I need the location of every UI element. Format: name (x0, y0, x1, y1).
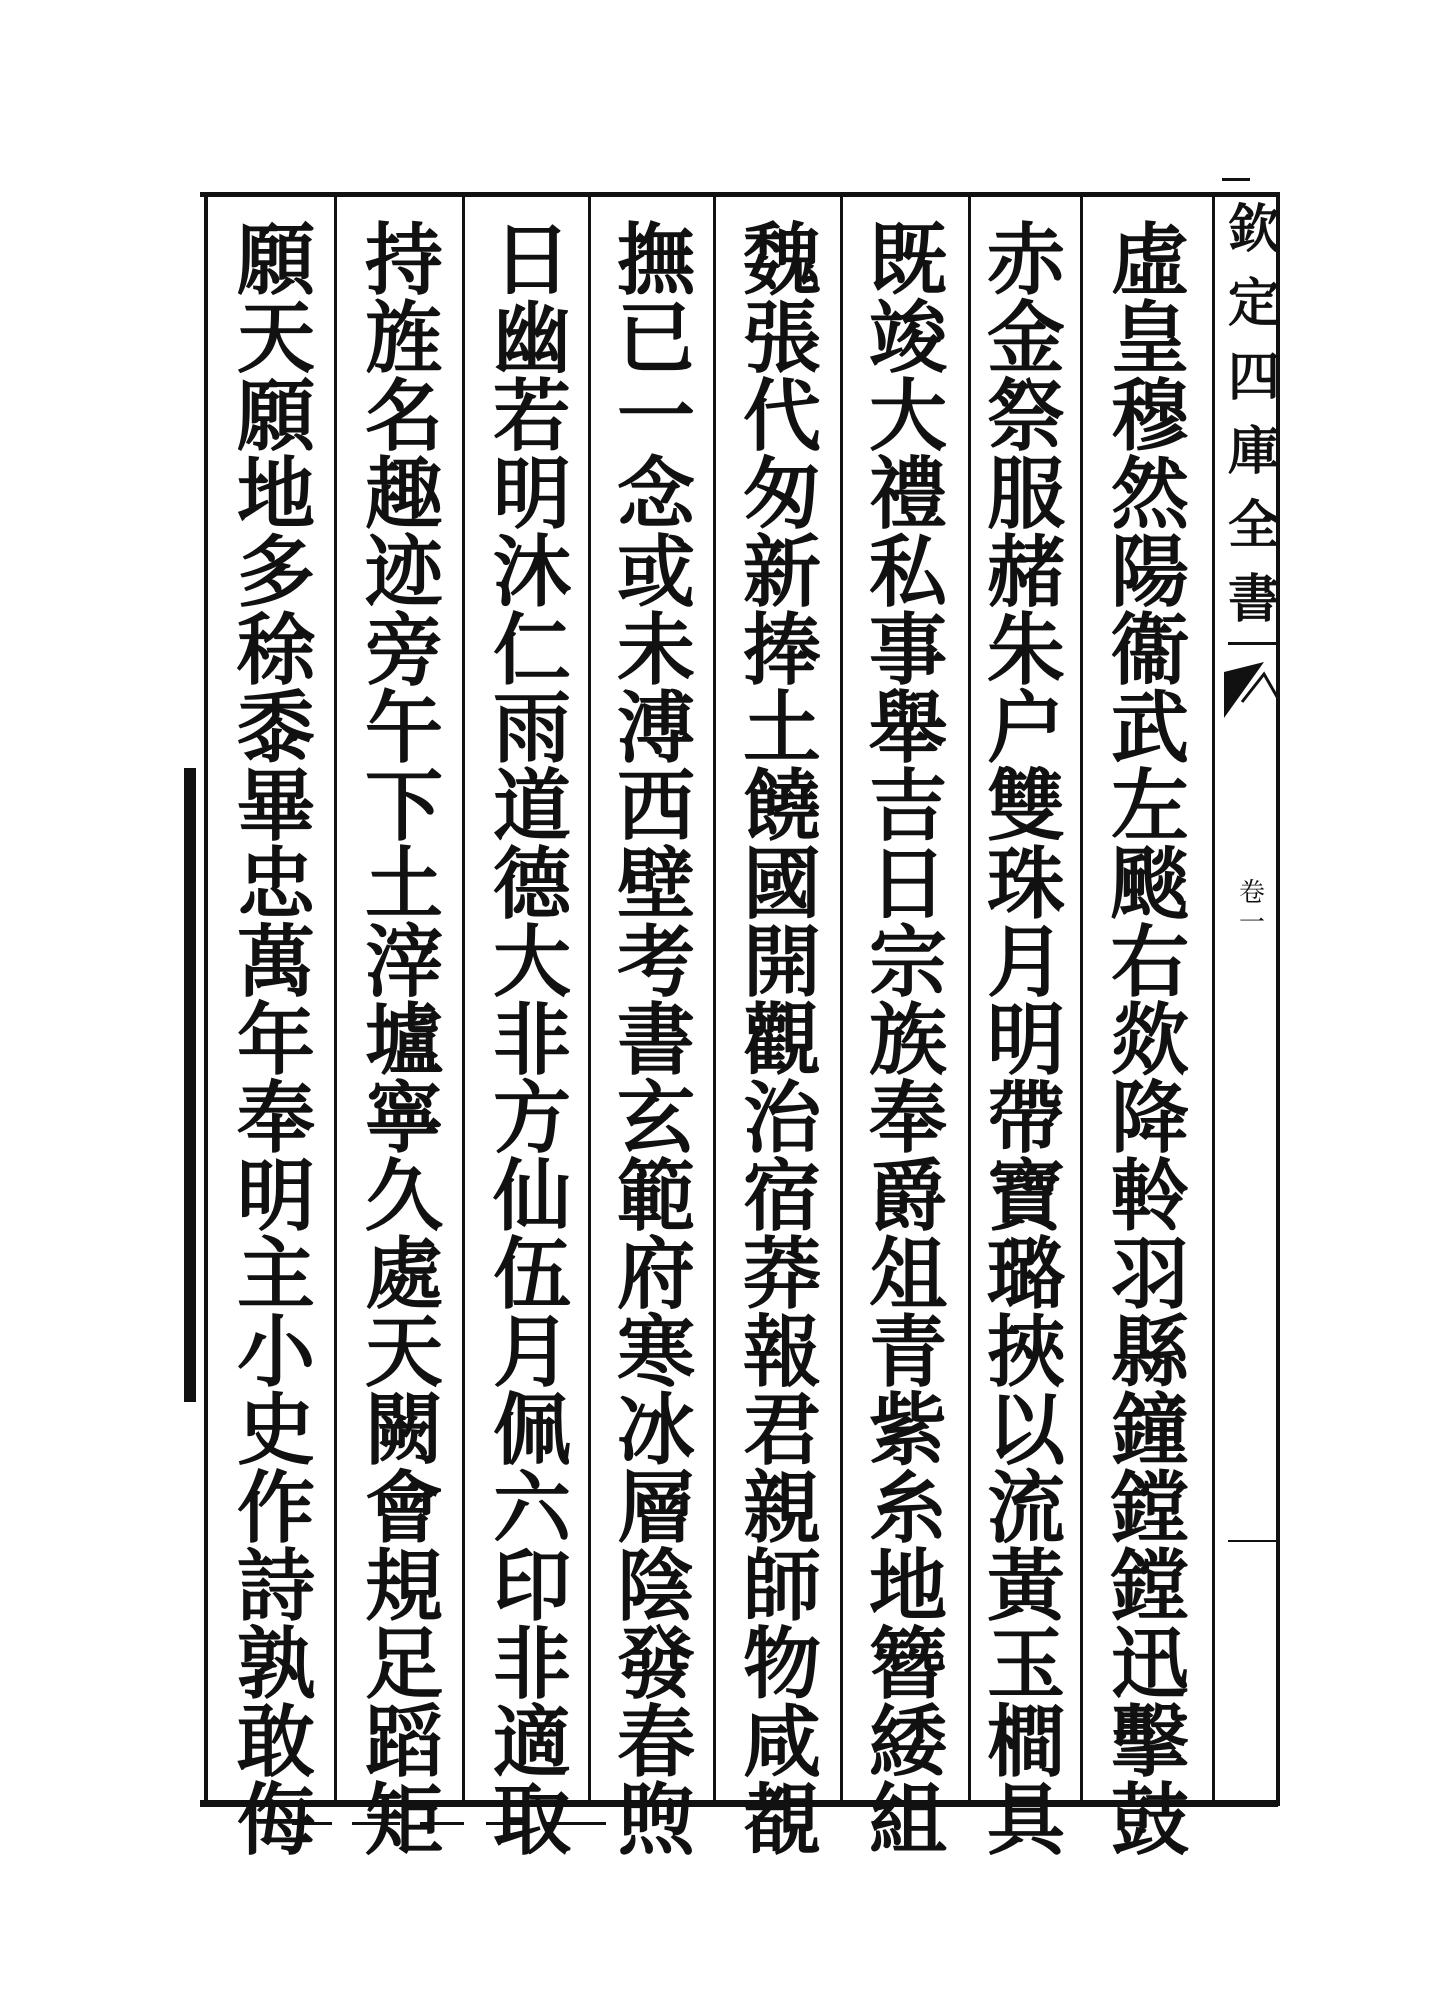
text-character: 佩 (492, 1385, 571, 1476)
text-character: 名 (364, 371, 443, 462)
text-character: 鏜 (1110, 1541, 1189, 1632)
text-character: 迹 (364, 527, 443, 618)
text-character: 寒 (616, 1307, 695, 1398)
text-character: 撫 (616, 215, 695, 306)
text-character: 服 (986, 449, 1065, 540)
volume-label-char: 一 (1238, 908, 1265, 938)
text-character: 欻 (1110, 995, 1189, 1086)
text-character: 新 (742, 527, 821, 618)
text-character: 然 (1110, 449, 1189, 540)
text-character: 皇 (1110, 293, 1189, 384)
text-character: 陽 (1110, 527, 1189, 618)
text-character: 大 (868, 371, 947, 462)
text-character: 日 (868, 839, 947, 930)
text-character: 咸 (742, 1697, 821, 1788)
text-character: 大 (492, 917, 571, 1008)
text-character: 鐘 (1110, 1385, 1189, 1476)
text-character: 觀 (742, 995, 821, 1086)
text-character: 右 (1110, 917, 1189, 1008)
text-character: 宗 (868, 917, 947, 1008)
text-character: 物 (742, 1619, 821, 1710)
text-column-3 (852, 215, 964, 1866)
text-character: 矩 (364, 1775, 443, 1866)
text-character: 明 (236, 1151, 315, 1242)
text-character: 土 (364, 839, 443, 930)
text-character: 道 (492, 761, 571, 852)
margin-title-char: 書 (1228, 569, 1281, 630)
text-character: 持 (364, 215, 443, 306)
text-character: 降 (1110, 1073, 1189, 1164)
binding-edge-bar (184, 768, 196, 1402)
text-character: 軨 (1110, 1151, 1189, 1242)
text-character: 流 (986, 1463, 1065, 1554)
text-character: 願 (236, 371, 315, 462)
text-character: 規 (364, 1541, 443, 1632)
text-character: 地 (868, 1541, 947, 1632)
text-character: 寧 (364, 1073, 443, 1164)
text-character: 侮 (236, 1775, 315, 1866)
text-column-6 (476, 215, 588, 1866)
text-character: 莽 (742, 1229, 821, 1320)
text-character: 寶 (986, 1151, 1065, 1242)
text-character: 朱 (986, 605, 1065, 696)
text-character: 小 (236, 1307, 315, 1398)
text-character: 下 (364, 761, 443, 852)
column-divider (462, 196, 465, 1802)
text-character: 德 (492, 839, 571, 930)
text-character: 簪 (868, 1619, 947, 1710)
text-character: 天 (364, 1307, 443, 1398)
text-character: 久 (364, 1151, 443, 1242)
top-margin-mark (1222, 178, 1250, 181)
text-character: 左 (1110, 761, 1189, 852)
text-character: 捧 (742, 605, 821, 696)
text-character: 糸 (868, 1463, 947, 1554)
text-character: 張 (742, 293, 821, 384)
text-character: 春 (616, 1697, 695, 1788)
text-character: 府 (616, 1229, 695, 1320)
text-character: 雙 (986, 761, 1065, 852)
text-column-8 (220, 215, 332, 1866)
text-character: 赤 (986, 215, 1065, 306)
text-character: 趣 (364, 449, 443, 540)
margin-title-char: 庫 (1228, 421, 1281, 482)
text-character: 煦 (616, 1775, 695, 1866)
text-character: 方 (492, 1073, 571, 1164)
text-character: 珠 (986, 839, 1065, 930)
text-character: 主 (236, 1229, 315, 1320)
text-column-5 (600, 215, 712, 1866)
text-character: 地 (236, 449, 315, 540)
text-character: 鼓 (1110, 1775, 1189, 1866)
text-character: 或 (616, 527, 695, 618)
text-character: 黍 (236, 683, 315, 774)
text-character: 赭 (986, 527, 1065, 618)
text-character: 處 (364, 1229, 443, 1320)
text-character: 既 (868, 215, 947, 306)
text-character: 仙 (492, 1151, 571, 1242)
text-character: 滓 (364, 917, 443, 1008)
text-character: 壁 (616, 839, 695, 930)
text-character: 橺 (986, 1697, 1065, 1788)
text-character: 若 (492, 371, 571, 462)
text-character: 代 (742, 371, 821, 462)
text-character: 非 (492, 995, 571, 1086)
text-character: 宿 (742, 1151, 821, 1242)
text-character: 一 (616, 371, 695, 462)
text-character: 足 (364, 1619, 443, 1710)
text-character: 饒 (742, 761, 821, 852)
text-character: 月 (492, 1307, 571, 1398)
margin-title-char: 四 (1228, 347, 1281, 408)
text-character: 祭 (986, 371, 1065, 462)
text-character: 沐 (492, 527, 571, 618)
text-character: 午 (364, 683, 443, 774)
text-character: 層 (616, 1463, 695, 1554)
text-character: 幽 (492, 293, 571, 384)
text-character: 治 (742, 1073, 821, 1164)
text-column-2 (970, 215, 1082, 1866)
text-character: 敢 (236, 1697, 315, 1788)
text-character: 陰 (616, 1541, 695, 1632)
text-character: 族 (868, 995, 947, 1086)
volume-label (1232, 878, 1272, 938)
text-character: 奉 (236, 1073, 315, 1164)
text-character: 發 (616, 1619, 695, 1710)
text-character: 鏜 (1110, 1463, 1189, 1554)
text-character: 仁 (492, 605, 571, 696)
margin-book-title (1228, 200, 1280, 630)
text-character: 國 (742, 839, 821, 930)
text-character: 組 (868, 1775, 947, 1866)
text-character: 冰 (616, 1385, 695, 1476)
frame-left-border (204, 192, 208, 1806)
text-character: 旌 (364, 293, 443, 384)
text-character: 璐 (986, 1229, 1065, 1320)
margin-title-char: 欽 (1228, 199, 1281, 260)
text-character: 壚 (364, 995, 443, 1086)
text-character: 君 (742, 1385, 821, 1476)
text-character: 俎 (868, 1229, 947, 1320)
text-character: 雨 (492, 683, 571, 774)
text-character: 私 (868, 527, 947, 618)
text-character: 羽 (1110, 1229, 1189, 1320)
text-character: 月 (986, 917, 1065, 1008)
text-character: 考 (616, 917, 695, 1008)
column-divider (334, 196, 337, 1802)
text-character: 畢 (236, 761, 315, 852)
margin-title-char: 全 (1228, 495, 1281, 556)
text-character: 師 (742, 1541, 821, 1632)
text-character: 稌 (236, 605, 315, 696)
text-character: 玄 (616, 1073, 695, 1164)
text-character: 武 (1110, 683, 1189, 774)
text-character: 户 (986, 683, 1065, 774)
text-character: 六 (492, 1463, 571, 1554)
text-character: 覩 (742, 1775, 821, 1866)
text-character: 報 (742, 1307, 821, 1398)
column-divider (840, 196, 843, 1802)
text-character: 非 (492, 1619, 571, 1710)
text-character: 明 (986, 995, 1065, 1086)
text-character: 已 (616, 293, 695, 384)
text-character: 念 (616, 449, 695, 540)
margin-title-underline (1228, 642, 1280, 645)
text-character: 事 (868, 605, 947, 696)
text-character: 日 (492, 215, 571, 306)
text-character: 挾 (986, 1307, 1065, 1398)
text-character: 多 (236, 527, 315, 618)
text-character: 黃 (986, 1541, 1065, 1632)
text-character: 明 (492, 449, 571, 540)
text-character: 未 (616, 605, 695, 696)
text-character: 溥 (616, 683, 695, 774)
text-character: 天 (236, 293, 315, 384)
text-character: 紫 (868, 1385, 947, 1476)
text-character: 伍 (492, 1229, 571, 1320)
text-character: 闕 (364, 1385, 443, 1476)
text-character: 奉 (868, 1073, 947, 1164)
text-character: 玉 (986, 1619, 1065, 1710)
text-character: 帶 (986, 1073, 1065, 1164)
column-divider (713, 196, 716, 1802)
text-character: 土 (742, 683, 821, 774)
text-character: 颷 (1110, 839, 1189, 930)
text-character: 作 (236, 1463, 315, 1554)
text-character: 蹈 (364, 1697, 443, 1788)
text-column-4 (726, 215, 838, 1866)
text-character: 旁 (364, 605, 443, 696)
text-character: 開 (742, 917, 821, 1008)
text-character: 親 (742, 1463, 821, 1554)
margin-rule (1228, 1540, 1280, 1542)
text-character: 緌 (868, 1697, 947, 1788)
text-column-7 (348, 215, 460, 1866)
text-character: 吉 (868, 761, 947, 852)
text-character: 孰 (236, 1619, 315, 1710)
text-character: 範 (616, 1151, 695, 1242)
text-character: 印 (492, 1541, 571, 1632)
column-divider (588, 196, 591, 1802)
text-character: 爵 (868, 1151, 947, 1242)
text-character: 衞 (1110, 605, 1189, 696)
frame-top-border (200, 192, 1278, 197)
text-character: 會 (364, 1463, 443, 1554)
volume-label-char: 卷 (1238, 878, 1265, 908)
text-character: 詩 (236, 1541, 315, 1632)
text-character: 迅 (1110, 1619, 1189, 1710)
text-character: 青 (868, 1307, 947, 1398)
text-column-1 (1094, 215, 1206, 1866)
text-character: 萬 (236, 917, 315, 1008)
text-character: 虛 (1110, 215, 1189, 306)
text-character: 竣 (868, 293, 947, 384)
text-character: 魏 (742, 215, 821, 306)
fish-tail-mark-icon (1224, 662, 1280, 726)
text-character: 擊 (1110, 1697, 1189, 1788)
text-character: 取 (492, 1775, 571, 1866)
text-character: 史 (236, 1385, 315, 1476)
text-character: 縣 (1110, 1307, 1189, 1398)
text-character: 禮 (868, 449, 947, 540)
margin-title-char: 定 (1228, 273, 1281, 334)
text-character: 舉 (868, 683, 947, 774)
text-character: 願 (236, 215, 315, 306)
text-character: 穆 (1110, 371, 1189, 462)
text-character: 年 (236, 995, 315, 1086)
text-character: 匆 (742, 449, 821, 540)
text-character: 西 (616, 761, 695, 852)
text-character: 忠 (236, 839, 315, 930)
column-divider (1212, 196, 1215, 1802)
text-character: 具 (986, 1775, 1065, 1866)
text-character: 以 (986, 1385, 1065, 1476)
text-character: 書 (616, 995, 695, 1086)
text-character: 金 (986, 293, 1065, 384)
text-character: 適 (492, 1697, 571, 1788)
